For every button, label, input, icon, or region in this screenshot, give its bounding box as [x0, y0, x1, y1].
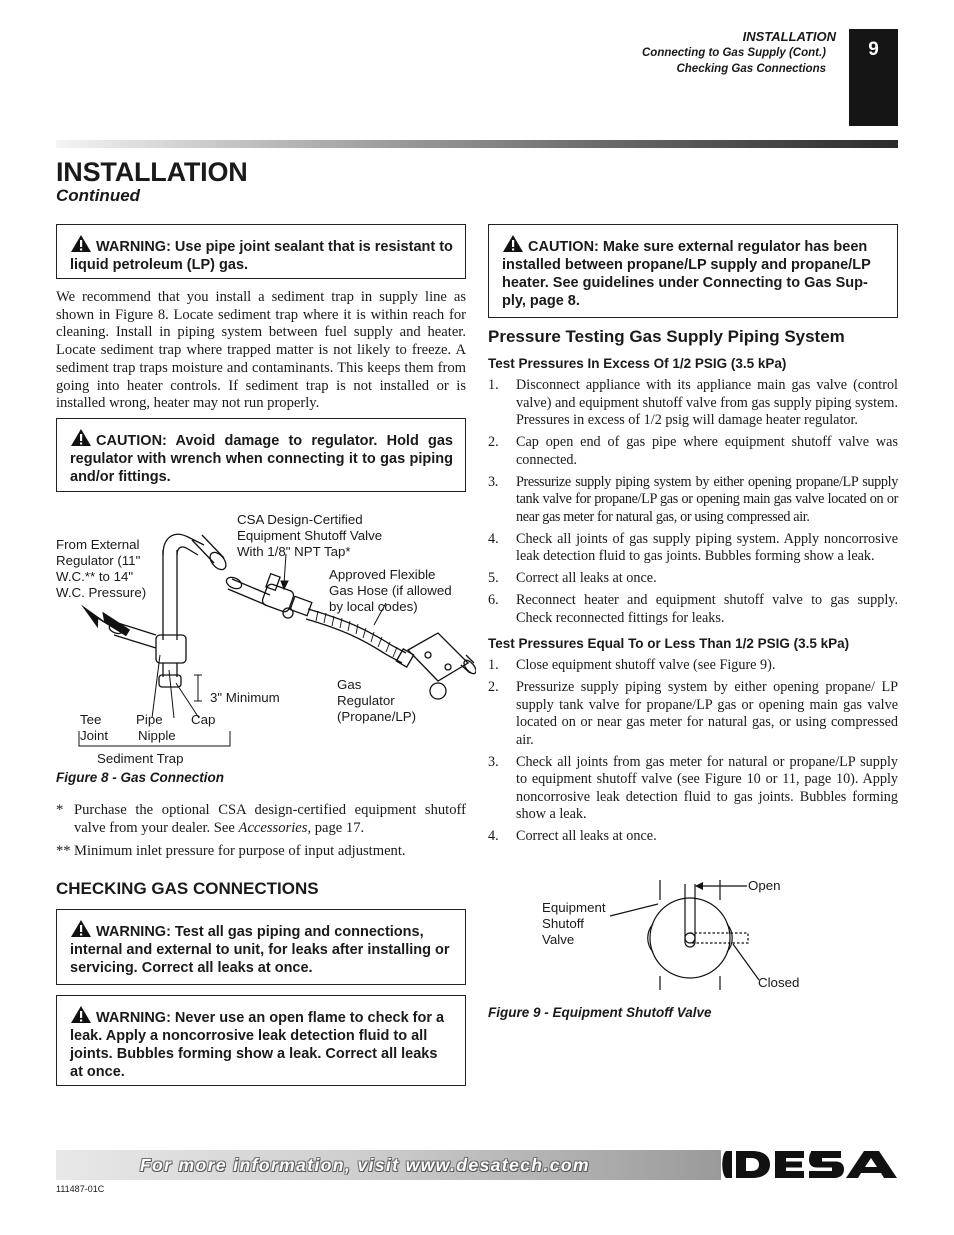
page-number: 9 — [868, 39, 879, 60]
warning-icon — [70, 234, 92, 253]
warning-icon — [70, 919, 92, 938]
figure9-caption: Figure 9 - Equipment Shutoff Valve — [488, 1005, 712, 1020]
label-3in-minimum: 3" Minimum — [210, 690, 280, 705]
page-title: INSTALLATION — [56, 157, 248, 187]
footer-website-text: For more information, visit www.desatech.com — [140, 1155, 590, 1175]
label-shutoff-valve: CSA Design-Certified Equipment Shutoff Valve With 1/8" NPT Tap* — [237, 512, 383, 559]
label-open: Open — [748, 878, 781, 893]
equal-heading: Test Pressures Equal To or Less Than 1/2 PSIG (3.5 kPa) — [488, 636, 850, 651]
warning-open-flame-box — [56, 995, 466, 1086]
checking-gas-heading: CHECKING GAS CONNECTIONS — [56, 879, 319, 898]
page-subtitle: Continued — [56, 186, 141, 205]
list-item: 4. Correct all leaks at once. — [488, 828, 657, 844]
label-tee-joint: Tee Joint — [80, 712, 109, 743]
warning-icon — [502, 234, 524, 253]
warning-open-flame-text: WARNING: Never use an open flame to check for a leak. Apply a noncorrosive leak detection fluid to all joints. Bubbles forming show a leak. Correct all leaks at once. — [70, 1010, 445, 1080]
warning-sealant-text: WARNING: Use pipe joint sealant that is resistant to liquid petroleum (LP) gas. — [70, 239, 453, 273]
list-item: 2. Pressurize supply piping system by either opening propane/ LP supply tank valve for propane/LP gas or opening main gas valve located on or near gas meter for natural gas, or using compressed air. — [488, 679, 898, 748]
list-item: 1. Disconnect appliance with its appliance main gas valve (control valve) and equipment shutoff valve from gas supply piping system. Pressures in excess of 1/2 psig will damage heater regulator. — [488, 377, 898, 428]
footnote-inlet-pressure: ** Minimum inlet pressure for purpose of input adjustment. — [56, 843, 406, 859]
label-gas-regulator: Gas Regulator (Propane/LP) — [337, 677, 417, 724]
header-rule — [56, 140, 898, 148]
caution-regulator-box — [56, 418, 466, 492]
list-item: 1. Close equipment shutoff valve (see Figure 9). — [488, 657, 776, 673]
document-number: 111487-01C — [56, 1184, 105, 1194]
header-subtitle-1: Connecting to Gas Supply (Cont.) — [642, 47, 826, 59]
label-flexible-hose: Approved Flexible Gas Hose (if allowed by local codes) — [329, 567, 452, 614]
list-item: 4. Check all joints of gas supply piping system. Apply noncorrosive leak detection fluid to gas joints. Bubbles forming show a leak. — [488, 530, 898, 564]
list-item: 5. Correct all leaks at once. — [488, 570, 657, 586]
pressure-testing-heading: Pressure Testing Gas Supply Piping System — [488, 327, 845, 346]
warning-icon — [70, 1005, 92, 1024]
label-from-regulator: From External Regulator (11" W.C.** to 14" W.C. Pressure) — [56, 537, 147, 600]
shutoff-valve-diagram — [600, 876, 760, 996]
list-item: 6. Reconnect heater and equipment shutoff valve to gas supply. Check reconnected fittings for leaks. — [488, 592, 898, 626]
warning-sealant-box — [56, 224, 466, 279]
desa-logo — [722, 1146, 898, 1183]
warning-test-all-box — [56, 909, 466, 985]
label-sediment-trap: Sediment Trap — [97, 751, 184, 766]
list-item: 2. Cap open end of gas pipe where equipment shutoff valve was connected. — [488, 434, 898, 468]
excess-steps-list — [488, 377, 898, 632]
footnote-shutoff: * Purchase the optional CSA design-certified equipment shutoff valve from your dealer. See Accessories, page 17. — [56, 802, 466, 836]
sediment-paragraph: We recommend that you install a sediment trap in supply line as shown in Figure 8. Locate sediment trap where it is within reach for cleaning. Install in piping system between fuel supply and heater. Locate sediment trap where trapped matter is not likely to freeze. A sediment trap traps moisture and contaminants. This keeps them from going into heater controls. If sediment trap is not installed or is installed wrong, heater may not run properly. — [56, 289, 466, 412]
figure8-caption: Figure 8 - Gas Connection — [56, 770, 225, 785]
header-section: INSTALLATION — [742, 29, 836, 44]
caution-external-regulator-box — [488, 224, 898, 318]
label-closed: Closed — [758, 975, 800, 990]
warning-icon — [70, 428, 92, 447]
equal-steps-list — [488, 657, 898, 850]
page-number-tab — [849, 29, 898, 126]
warning-test-all-text: WARNING: Test all gas piping and connections, internal and external to unit, for leaks after installing or servicing. Correct all leaks at once. — [70, 924, 450, 976]
label-cap: Cap — [191, 712, 216, 727]
list-item: 3. Pressurize supply piping system by either opening propane/LP supply tank valve for propane/LP gas or opening main gas valve located on or near gas meter for natural gas, or using compressed air. — [488, 473, 898, 525]
header-subtitle-2: Checking Gas Connections — [676, 63, 826, 75]
list-item: 3. Check all joints from gas meter for natural or propane/LP supply to equipment shutoff valve (see Figure 10 or 11, page 10). Apply noncorrosive leak detection fluid to gas joints. Bubbles forming show a leak. — [488, 753, 898, 822]
excess-heading: Test Pressures In Excess Of 1/2 PSIG (3.5 kPa) — [488, 356, 787, 371]
caution-external-regulator-text: CAUTION: Make sure external regulator has been installed between propane/LP supply and propane/LP heater. See guidelines under Connecting to Gas Sup-ply, page 8. — [502, 239, 871, 309]
label-pipe-nipple: Pipe Nipple — [136, 712, 176, 743]
label-equipment-valve: Equipment Shutoff Valve — [542, 900, 606, 947]
caution-regulator-text: CAUTION: Avoid damage to regulator. Hold gas regulator with wrench when connecting it to gas piping and/or fittings. — [70, 433, 453, 485]
